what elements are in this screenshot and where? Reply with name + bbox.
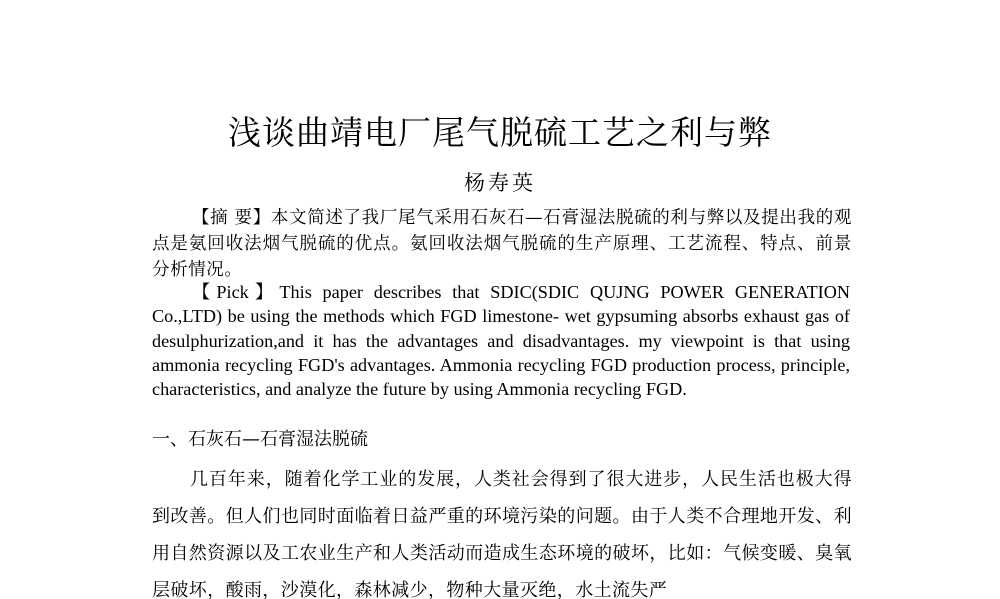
abstract-english: 【Pick】This paper describes that SDIC(SDIC QUJNG POWER GENERATION Co.,LTD) be using the methods which FGD limestone- wet gypsuming absorbs exhaust gas of desulphurization,and it has the advantages and disadvantages. my viewpoint is that using ammonia recycling FGD's advantages. Ammonia recycling FGD production process, principle, characteristics, and analyze the future by using Ammonia recycling FGD. bbox=[152, 282, 850, 400]
body-paragraph: 几百年来，随着化学工业的发展，人类社会得到了很大进步，人民生活也极大得到改善。但人们也同时面临着日益严重的环境污染的问题。由于人类不合理地开发、利用自然资源以及工农业生产和人类活动而造成生态环境的破坏，比如：气候变暖、臭氧层破坏，酸雨，沙漠化，森林减少，物种大量灭绝，水土流失严 bbox=[152, 469, 852, 599]
author-name: 杨寿英 bbox=[464, 171, 536, 195]
paper-title: 浅谈曲靖电厂尾气脱硫工艺之利与弊 bbox=[228, 113, 772, 152]
section-heading: 一、石灰石—石膏湿法脱硫 bbox=[152, 429, 368, 450]
abstract-chinese: 【摘 要】本文简述了我厂尾气采用石灰石—石膏湿法脱硫的利与弊以及提出我的观点是氨回收法烟气脱硫的优点。氨回收法烟气脱硫的生产原理、工艺流程、特点、前景分析情况。 bbox=[152, 208, 852, 280]
